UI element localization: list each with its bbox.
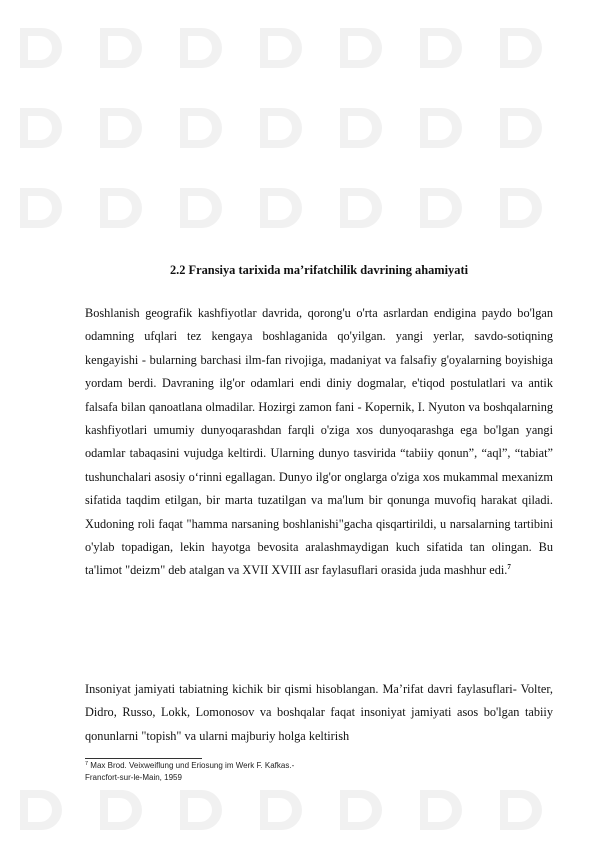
footnote <box>85 760 553 784</box>
footnote-text: Francfort-sur-le-Main, 1959 <box>85 773 182 782</box>
body-paragraph <box>85 678 553 748</box>
footnote-reference[interactable]: 7 <box>507 563 511 572</box>
body-paragraph <box>85 302 553 583</box>
footnote-number: 7 <box>85 761 89 767</box>
footnote-line <box>85 760 553 772</box>
paragraph-text: Boshlanish geografik kashfiyotlar davrida, qorong'u o'rta asrlardan endigina paydo bo'lgan odamning ufqlari tez kengaya boshlaganida qo'yilgan. yangi yerlar, savdo-sotiqning kengayishi - bularning barchasi ilm-fan rivojiga, madaniyat va falsafiy g'oyalarning boyishiga yordam berdi. Davraning ilg'or odamlari endi diniy dogmalar, e'tiqod postulatlari va antik falsafa bilan qanoatlana olmadilar. Hozirgi zamon fani - Kopernik, I. Nyuton va boshqalarning kashfiyotlari umumiy dunyoqarashdan farqli o'ziga xos dunyoqarashga ega bo'lgan yangi odamlar tabaqasini vujudga keltirdi. Ularning dunyo tasvirida “tabiiy qonun”, “aql”, “tabiat” tushunchalari asosiy o‘rinni egallagan. Dunyo ilg'or onglarga o'ziga xos mukammal mexanizm sifatida taqdim etilgan, bir marta tuzatilgan va ma'lum bir qonunga muvofiq harakat qiladi. Xudoning roli faqat "hamma narsaning boshlanishi"gacha qisqartirildi, u narsalarning tartibini o'ylab topadigan, lekin hayotga bevosita aralashmaydigan kuch sifatida tan olingan. Bu ta'limot "deizm" deb atalgan va XVII XVIII asr faylasuflari orasida juda mashhur edi. <box>85 306 553 578</box>
footnote-divider <box>85 758 202 759</box>
footnote-text: Max Brod. Veixweiflung und Eriosung im Werk F. Kafkas.- <box>90 761 295 770</box>
paragraph-text: Insoniyat jamiyati tabiatning kichik bir qismi hisoblangan. Ma’rifat davri faylasuflari- Volter, Didro, Russo, Lokk, Lomonosov va boshqalar faqat insoniyat jamiyati asos bo'lgan tabiiy qonunlarni "topish" va ularni majburiy holga keltirish <box>85 682 553 743</box>
section-heading: 2.2 Fransiya tarixida ma’rifatchilik davrining ahamiyati <box>169 263 469 277</box>
footnote-line <box>85 772 553 784</box>
